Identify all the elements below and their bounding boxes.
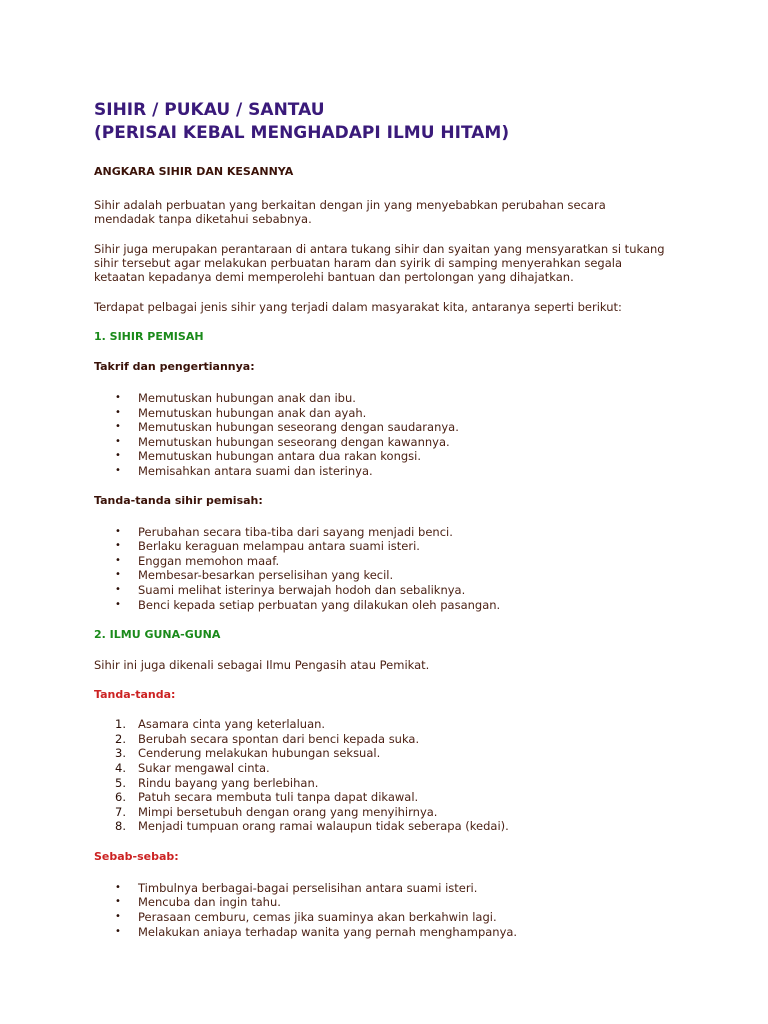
paragraph-1 — [94, 198, 694, 226]
list-item — [94, 568, 694, 583]
numbered-list-item — [94, 746, 694, 761]
section-2-subheading-1: Tanda-tanda: — [94, 688, 176, 702]
bullet-icon: • — [115, 911, 121, 923]
bullet-icon: • — [115, 583, 121, 595]
list-item-text: Patuh secara membuta tuli tanpa dapat dikawal. — [138, 790, 419, 805]
list-number: 5. — [115, 775, 126, 790]
bullet-icon: • — [115, 554, 121, 566]
section-1-list-2 — [94, 525, 694, 613]
section-1-heading: 1. SIHIR PEMISAH — [94, 330, 204, 343]
list-item — [94, 391, 694, 406]
list-item — [94, 598, 694, 613]
list-item-text: Benci kepada setiap perbuatan yang dilakukan oleh pasangan. — [138, 597, 501, 612]
bullet-icon: • — [115, 406, 121, 418]
list-item-text: Memutuskan hubungan seseorang dengan kawannya. — [138, 434, 450, 449]
section-2-heading: 2. ILMU GUNA-GUNA — [94, 628, 221, 642]
list-item-text: Memutuskan hubungan seseorang dengan saudaranya. — [138, 420, 459, 435]
bullet-icon: • — [115, 896, 121, 908]
list-item-text: Asamara cinta yang keterlaluan. — [138, 717, 326, 732]
section-1-list-1 — [94, 391, 694, 479]
list-item — [94, 435, 694, 450]
list-number: 2. — [115, 731, 126, 746]
list-item-text: Perubahan secara tiba-tiba dari sayang menjadi benci. — [138, 524, 453, 539]
numbered-list-item — [94, 761, 694, 776]
main-section-heading: ANGKARA SIHIR DAN KESANNYA — [94, 165, 294, 178]
list-item-text: Berlaku keraguan melampau antara suami isteri. — [138, 539, 420, 554]
list-number: 8. — [115, 819, 126, 834]
list-item — [94, 895, 694, 910]
list-item — [94, 925, 694, 940]
section-1-subheading-2: Tanda-tanda sihir pemisah: — [94, 493, 263, 507]
bullet-icon: • — [115, 464, 121, 476]
bullet-icon: • — [115, 525, 121, 537]
paragraph-1-line-1: Sihir adalah perbuatan yang berkaitan dengan jin yang menyebabkan perubahan secara — [94, 198, 606, 212]
list-number: 7. — [115, 804, 126, 819]
bullet-icon: • — [115, 421, 121, 433]
bullet-icon: • — [115, 881, 121, 893]
page-title — [94, 99, 694, 145]
list-item-text: Perasaan cemburu, cemas jika suaminya akan berkahwin lagi. — [138, 910, 497, 925]
paragraph-2-line-1: Sihir juga merupakan perantaraan di antara tukang sihir dan syaitan yang mensyaratkan si tukang — [94, 242, 665, 256]
list-item-text: Melakukan aniaya terhadap wanita yang pernah menghampanya. — [138, 924, 518, 939]
list-item — [94, 420, 694, 435]
paragraph-3: Terdapat pelbagai jenis sihir yang terjadi dalam masyarakat kita, antaranya seperti berikut: — [94, 300, 622, 314]
list-item-text: Membesar-besarkan perselisihan yang kecil. — [138, 568, 394, 583]
list-item-text: Memutuskan hubungan anak dan ayah. — [138, 405, 367, 420]
title-line-1: SIHIR / PUKAU / SANTAU — [94, 100, 325, 120]
list-number: 4. — [115, 760, 126, 775]
list-number: 6. — [115, 790, 126, 805]
title-line-2: (PERISAI KEBAL MENGHADAPI ILMU HITAM) — [94, 123, 510, 143]
bullet-icon: • — [115, 435, 121, 447]
list-item-text: Cenderung melakukan hubungan seksual. — [138, 746, 381, 761]
list-item — [94, 881, 694, 896]
bullet-icon: • — [115, 450, 121, 462]
list-item-text: Mimpi bersetubuh dengan orang yang menyihirnya. — [138, 804, 438, 819]
list-item — [94, 525, 694, 540]
numbered-list-item — [94, 805, 694, 820]
section-2-subheading-2: Sebab-sebab: — [94, 849, 179, 863]
bullet-icon: • — [115, 569, 121, 581]
list-item — [94, 554, 694, 569]
list-item — [94, 464, 694, 479]
paragraph-1-line-2: mendadak tanpa diketahui sebabnya. — [94, 212, 312, 226]
numbered-list-item — [94, 819, 694, 834]
list-item-text: Enggan memohon maaf. — [138, 553, 280, 568]
paragraph-2-line-3: ketaatan kepadanya demi memperolehi bantuan dan pertolongan yang dihajatkan. — [94, 270, 574, 284]
list-number: 3. — [115, 746, 126, 761]
list-item — [94, 910, 694, 925]
list-item-text: Rindu bayang yang berlebihan. — [138, 775, 319, 790]
numbered-list-item — [94, 776, 694, 791]
list-item-text: Memutuskan hubungan anak dan ibu. — [138, 391, 356, 405]
list-item — [94, 406, 694, 421]
list-item-text: Memisahkan antara suami dan isterinya. — [138, 463, 373, 478]
numbered-list-item — [94, 717, 694, 732]
list-item — [94, 583, 694, 598]
bullet-icon: • — [115, 392, 121, 403]
numbered-list-item — [94, 732, 694, 747]
numbered-list-item — [94, 790, 694, 805]
list-item-text: Mencuba dan ingin tahu. — [138, 895, 281, 910]
section-1-subheading-1: Takrif dan pengertiannya: — [94, 360, 255, 373]
bullet-icon: • — [115, 598, 121, 610]
list-item — [94, 449, 694, 464]
paragraph-2 — [94, 242, 694, 284]
section-2-intro: Sihir ini juga dikenali sebagai Ilmu Pengasih atau Pemikat. — [94, 658, 430, 673]
section-2-numbered-list — [94, 717, 694, 834]
list-item — [94, 539, 694, 554]
list-item-text: Berubah secara spontan dari benci kepada suka. — [138, 731, 420, 746]
bullet-icon: • — [115, 540, 121, 552]
list-item-text: Timbulnya berbagai-bagai perselisihan antara suami isteri. — [138, 880, 478, 895]
list-item-text: Memutuskan hubungan antara dua rakan kongsi. — [138, 449, 422, 464]
document-body — [94, 99, 694, 939]
list-number: 1. — [115, 717, 126, 732]
bullet-icon: • — [115, 925, 121, 937]
list-item-text: Sukar mengawal cinta. — [138, 760, 270, 775]
list-item-text: Suami melihat isterinya berwajah hodoh dan sebaliknya. — [138, 582, 466, 597]
list-item-text: Menjadi tumpuan orang ramai walaupun tidak seberapa (kedai). — [138, 819, 509, 834]
section-2-list-2 — [94, 881, 694, 939]
paragraph-2-line-2: sihir tersebut agar melakukan perbuatan haram dan syirik di samping menyerahkan segala — [94, 256, 623, 270]
